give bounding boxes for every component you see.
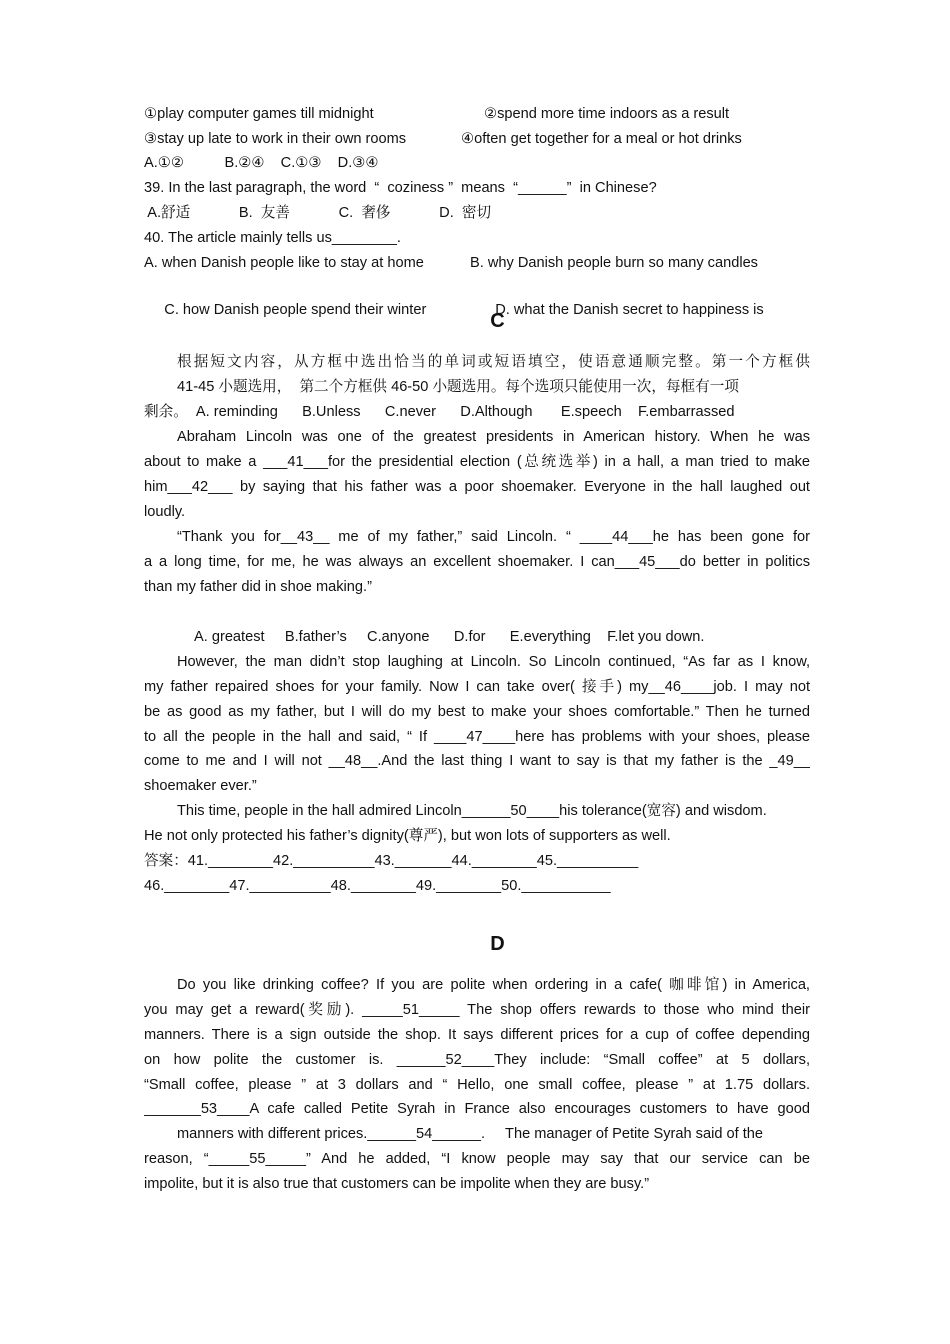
q38-option-4: ④often get together for a meal or hot drinks: [461, 131, 742, 147]
paragraph-line: on how polite the customer is. ______52____They include: “Small coffee” at 5 dollars,: [144, 1052, 810, 1068]
q38-option-3: ③stay up late to work in their own rooms: [144, 131, 407, 147]
paragraph-line: impolite, but it is also true that customers can be impolite when they are busy.”: [144, 1176, 650, 1192]
paragraph-line: He not only protected his father’s dignity(尊严), but won lots of supporters as well.: [144, 828, 671, 844]
word-box-1: 剩余。 A. reminding B.Unless C.never D.Although E.speech F.embarrassed: [144, 404, 735, 420]
q38-choices: A.①② B.②④ C.①③ D.③④: [144, 155, 379, 171]
paragraph-line: manners with different prices.______54______. The manager of Petite Syrah said of the: [177, 1126, 764, 1142]
paragraph-line: be as good as my father, but I will do my best to make your shoes comfortable.” Then he turned: [144, 704, 810, 720]
paragraph-line: a a long time, for me, he was always an excellent shoemaker. I can___45___do better in politics: [144, 554, 810, 570]
q40-choice-b: B. why Danish people burn so many candles: [470, 255, 758, 271]
word-box-2: A. greatest B.father’s C.anyone D.for E.everything F.let you down.: [194, 629, 705, 645]
q38-option-1: ①play computer games till midnight: [144, 106, 374, 122]
paragraph-line: Do you like drinking coffee? If you are polite when ordering in a cafe( 咖啡馆) in America,: [177, 977, 810, 993]
q39-choices: A.舒适 B. 友善 C. 奢侈 D. 密切: [144, 205, 492, 221]
paragraph-line: you may get a reward(奖励). _____51_____ The shop offers rewards to those who mind their: [144, 1002, 810, 1018]
paragraph-line: This time, people in the hall admired Lincoln______50____his tolerance(宽容) and wisdom.: [177, 803, 767, 819]
paragraph-line: my father repaired shoes for your family. Now I can take over( 接手) my__46____job. I may not: [144, 679, 810, 695]
instruction-line: 根据短文内容，从方框中选出恰当的单词或短语填空，使语意通顺完整。第一个方框供: [177, 354, 810, 370]
paragraph-line: about to make a ___41___for the presidential election (总统选举) in a hall, a man tried to make: [144, 454, 810, 470]
q38-options-row-1: [144, 103, 810, 125]
q40-choice-a: A. when Danish people like to stay at home: [144, 255, 424, 271]
paragraph-line: shoemaker ever.”: [144, 778, 257, 794]
q40-question: 40. The article mainly tells us________.: [144, 230, 401, 246]
paragraph-line: than my father did in shoe making.”: [144, 579, 372, 595]
q38-option-2: ②spend more time indoors as a result: [484, 106, 730, 122]
answer-line: 答案：41.________42.__________43._______44.________45.__________: [144, 853, 639, 869]
paragraph-line: come to me and I will not __48__.And the last thing I want to say is that my father is the _49__: [144, 753, 810, 769]
q40-choices-ab: [144, 252, 810, 274]
paragraph-line: “Small coffee, please ” at 3 dollars and “ Hello, one small coffee, please ” at 1.75 dollars.: [144, 1077, 810, 1093]
paragraph-line: him___42___ by saying that his father was a poor shoemaker. Everyone in the hall laughed out: [144, 479, 810, 495]
q38-options-row-2: [144, 128, 810, 150]
answer-line: 46.________47.__________48.________49.________50.___________: [144, 878, 611, 894]
instruction-line: 41-45 小题选用， 第二个方框供 46-50 小题选用。每个选项只能使用一次，每框有一项: [177, 379, 739, 395]
q40-choice-c: C. how Danish people spend their winter: [160, 302, 427, 318]
q40-choice-d: D. what the Danish secret to happiness is: [495, 302, 764, 318]
paragraph-line: _______53____A cafe called Petite Syrah in France also encourages customers to have good: [144, 1101, 810, 1117]
paragraph-line: manners. There is a sign outside the shop. It says different prices for a cup of coffee depending: [144, 1027, 810, 1043]
q39-question: 39. In the last paragraph, the word “ coziness ” means “______” in Chinese?: [144, 180, 657, 196]
section-d-heading: D: [490, 933, 505, 955]
paragraph-line: However, the man didn’t stop laughing at Lincoln. So Lincoln continued, “As far as I know,: [177, 654, 810, 670]
paragraph-line: reason, “_____55_____” And he added, “I know people may say that our service can be: [144, 1151, 810, 1167]
paragraph-line: “Thank you for__43__ me of my father,” said Lincoln. “ ____44___he has been gone for: [177, 529, 810, 545]
paragraph-line: to all the people in the hall and said, “ If ____47____here has problems with your shoes, please: [144, 729, 810, 745]
paragraph-line: Abraham Lincoln was one of the greatest presidents in American history. When he was: [177, 429, 810, 445]
section-c-heading: C: [490, 310, 505, 332]
paragraph-line: loudly.: [144, 504, 186, 520]
